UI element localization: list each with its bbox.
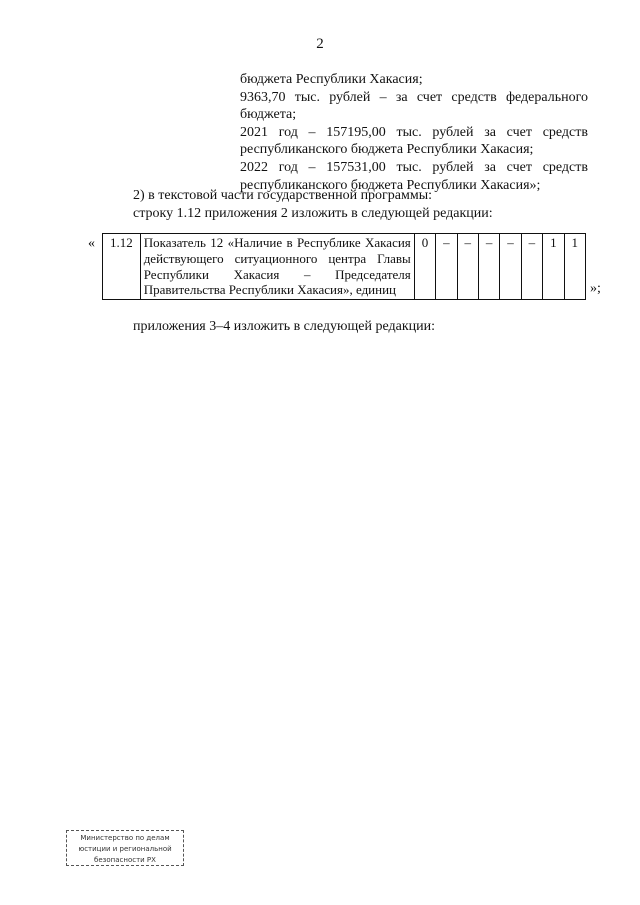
item-2-paragraph: 2) в текстовой части государственной программы: bbox=[133, 188, 433, 203]
value-cell: – bbox=[521, 234, 542, 300]
row-number-cell: 1.12 bbox=[103, 234, 141, 300]
indicator-description-cell: Показатель 12 «Наличие в Республике Хакасия действующего ситуационного центра Главы Республики Хакасия – Председателя Правительства Республики Хакасия», единиц bbox=[140, 234, 414, 300]
table-row bbox=[103, 234, 586, 300]
budget-line: 2022 год – 157531,00 тыс. рублей за счет средств республиканского бюджета Республики Хакасия»; bbox=[240, 159, 588, 193]
registration-stamp bbox=[66, 830, 184, 866]
stamp-line: Министерство по делам bbox=[80, 834, 170, 842]
budget-funding-block bbox=[240, 71, 588, 194]
open-quote: « bbox=[88, 236, 95, 251]
stamp-line: безопасности РХ bbox=[94, 856, 156, 864]
row-instruction-paragraph: строку 1.12 приложения 2 изложить в следующей редакции: bbox=[133, 206, 493, 221]
budget-line: бюджета Республики Хакасия; bbox=[240, 72, 423, 87]
value-cell: 1 bbox=[543, 234, 564, 300]
value-cell: – bbox=[436, 234, 457, 300]
page-number: 2 bbox=[316, 36, 324, 52]
value-cell: – bbox=[457, 234, 478, 300]
value-cell: – bbox=[478, 234, 499, 300]
indicator-table bbox=[102, 233, 586, 300]
appendix-instruction-paragraph: приложения 3–4 изложить в следующей редакции: bbox=[133, 319, 436, 334]
value-cell: 0 bbox=[414, 234, 435, 300]
budget-line: 2021 год – 157195,00 тыс. рублей за счет средств республиканского бюджета Республики Хакасия; bbox=[240, 124, 588, 158]
value-cell: – bbox=[500, 234, 521, 300]
value-cell: 1 bbox=[564, 234, 585, 300]
budget-line: 9363,70 тыс. рублей – за счет средств федерального бюджета; bbox=[240, 89, 588, 123]
stamp-line: юстиции и региональной bbox=[78, 845, 172, 853]
close-quote: »; bbox=[590, 281, 601, 296]
